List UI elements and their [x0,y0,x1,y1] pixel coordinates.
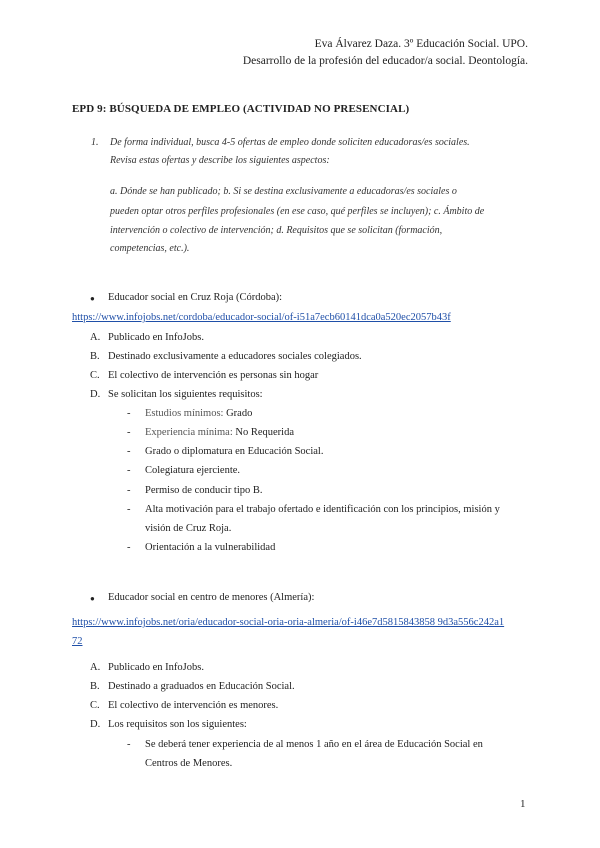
instruction-line-1: De forma individual, busca 4-5 ofertas de empleo donde soliciten educadoras/es sociales. [110,137,470,148]
instruction-line-2: Revisa estas ofertas y describe los siguientes aspectos: [110,155,330,166]
offer-2-item-text: Destinado a graduados en Educación Social. [108,681,295,692]
requirement-item: Experiencia mínima: No Requerida [145,427,294,438]
dash-icon: - [127,446,131,457]
instruction-number: 1. [91,137,99,148]
offer-1-item-text: Se solicitan los siguientes requisitos: [108,389,263,400]
dash-icon: - [127,485,131,496]
offer-2-item-label: A. [90,662,101,673]
offer-2-link-continued[interactable]: 72 [72,636,83,647]
aspects-line: intervención o colectivo de intervención; d. Requisitos que se solicitan (formación, [110,225,443,236]
aspects-line: a. Dónde se han publicado; b. Si se destina exclusivamente a educadoras/es sociales o [110,186,457,197]
requirement-item: Permiso de conducir tipo B. [145,485,263,496]
offer-2-item-label: B. [90,681,100,692]
document-title: EPD 9: BÚSQUEDA DE EMPLEO (ACTIVIDAD NO PRESENCIAL) [72,103,410,115]
offer-1-item-text: Publicado en InfoJobs. [108,332,204,343]
offer-2-title: Educador social en centro de menores (Almería): [108,592,315,603]
offer-2-item-text: Publicado en InfoJobs. [108,662,204,673]
aspects-line: pueden optar otros perfiles profesionales (en ese caso, qué perfiles se incluyen); c. Ámbito de [110,206,485,217]
dash-icon: - [127,739,131,750]
requirement-item: Alta motivación para el trabajo ofertado e identificación con los principios, misión y [145,504,500,515]
requirement-item: Se deberá tener experiencia de al menos 1 año en el área de Educación Social en [145,739,483,750]
offer-1-item-label: D. [90,389,101,400]
offer-1-title: Educador social en Cruz Roja (Córdoba): [108,292,283,303]
offer-1-item-text: Destinado exclusivamente a educadores sociales colegiados. [108,351,362,362]
offer-1-link[interactable]: https://www.infojobs.net/cordoba/educador-social/of-i51a7ecb60141dca0a520ec2057b43f [72,312,451,323]
offer-1-item-label: C. [90,370,100,381]
dash-icon: - [127,504,131,515]
dash-icon: - [127,427,131,438]
aspects-line: competencias, etc.). [110,243,190,254]
requirement-item: Estudios mínimos: Grado [145,408,253,419]
dash-icon: - [127,542,131,553]
bullet-icon: ● [90,294,95,303]
offer-2-item-text: Los requisitos son los siguientes: [108,719,247,730]
dash-icon: - [127,408,131,419]
requirement-item: Orientación a la vulnerabilidad [145,542,276,553]
requirement-item: Colegiatura ejerciente. [145,465,241,476]
header-author-line: Eva Álvarez Daza. 3º Educación Social. UPO. [314,38,528,50]
offer-2-item-label: D. [90,719,101,730]
offer-1-item-label: A. [90,332,101,343]
offer-2-link[interactable]: https://www.infojobs.net/oria/educador-social-oria-oria-almeria/of-i46e7d5815843858 9d3a556c242a1 [72,617,505,628]
offer-1-item-text: El colectivo de intervención es personas sin hogar [108,370,319,381]
dash-icon: - [127,465,131,476]
bullet-icon: ● [90,594,95,603]
requirement-item-continued: Centros de Menores. [145,758,233,769]
requirement-item: Grado o diplomatura en Educación Social. [145,446,324,457]
requirement-item-continued: visión de Cruz Roja. [145,523,232,534]
offer-2-item-label: C. [90,700,100,711]
page-number: 1 [520,798,526,810]
offer-1-item-label: B. [90,351,100,362]
offer-2-item-text: El colectivo de intervención es menores. [108,700,279,711]
header-course-line: Desarrollo de la profesión del educador/a social. Deontología. [242,55,528,67]
